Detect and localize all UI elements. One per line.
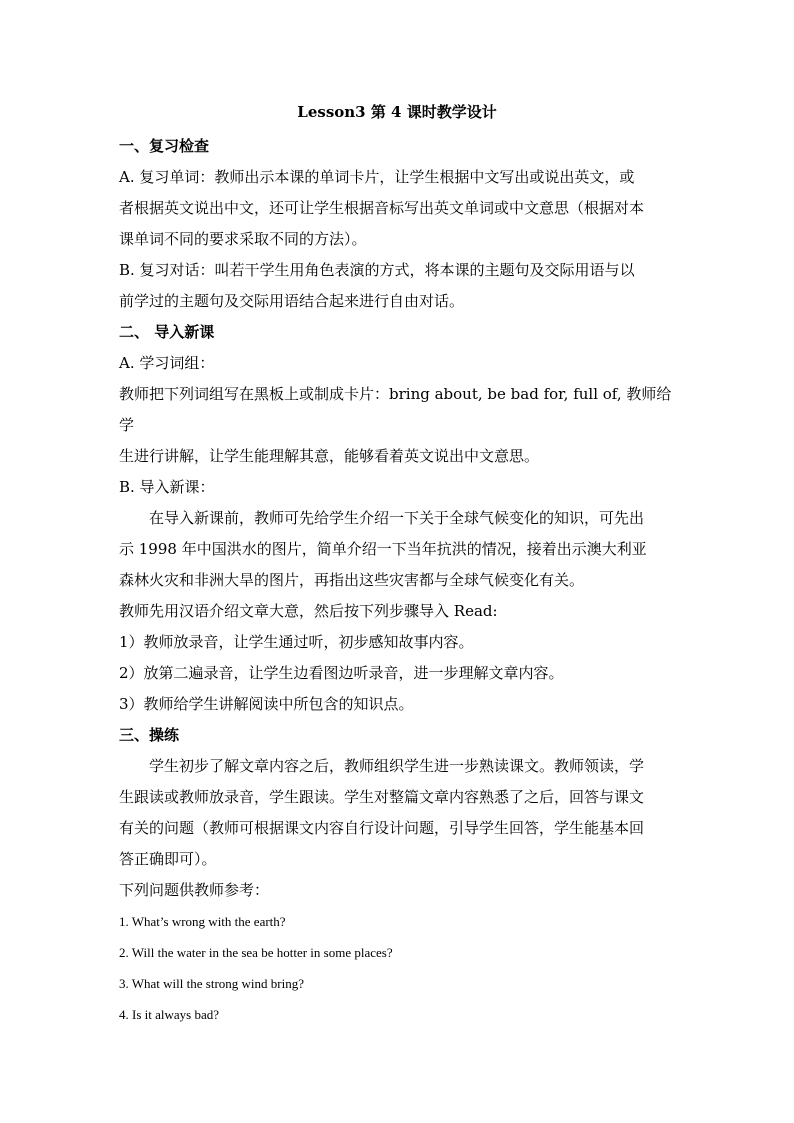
- paragraph-line: 3）教师给学生讲解阅读中所包含的知识点。: [119, 695, 414, 713]
- paragraph-line: 答正确即可）。: [119, 850, 217, 868]
- paragraph-line: 学生初步了解文章内容之后，教师组织学生进一步熟读课文。教师领读，学: [149, 757, 645, 775]
- section-heading: 一、复习检查: [119, 137, 210, 155]
- section-review: [119, 131, 679, 1030]
- section-heading: 二、 导入新课: [119, 323, 215, 341]
- paragraph-line: A. 复习单词：教师出示本课的单词卡片，让学生根据中文写出或说出英文，或: [119, 168, 635, 186]
- paragraph-line: 森林火灾和非洲大旱的图片，再指出这些灾害都与全球气候变化有关。: [119, 571, 585, 589]
- paragraph-line: 生进行讲解，让学生能理解其意，能够看着英文说出中文意思。: [119, 447, 540, 465]
- paragraph-line: 教师先用汉语介绍文章大意，然后按下列步骤导入 Read:: [119, 602, 498, 620]
- question-item: 4. Is it always bad?: [119, 1007, 220, 1022]
- paragraph-line: 有关的问题（教师可根据课文内容自行设计问题，引导学生回答，学生能基本回: [119, 819, 645, 837]
- paragraph-line: 课单词不同的要求采取不同的方法）。: [119, 230, 367, 248]
- paragraph-line: 生跟读或教师放录音，学生跟读。学生对整篇文章内容熟悉了之后，回答与课文: [119, 788, 645, 806]
- paragraph-line: A. 学习词组：: [119, 354, 215, 372]
- paragraph-line: 1）教师放录音，让学生通过听，初步感知故事内容。: [119, 633, 474, 651]
- question-item: 2. Will the water in the sea be hotter in some places?: [119, 945, 393, 960]
- paragraph-line: 在导入新课前，教师可先给学生介绍一下关于全球气候变化的知识，可先出: [149, 509, 645, 527]
- paragraph-line: 学: [119, 416, 135, 434]
- paragraph-line: 示 1998 年中国洪水的图片，简单介绍一下当年抗洪的情况，接着出示澳大利亚: [119, 540, 647, 558]
- paragraph-line: B. 导入新课：: [119, 478, 215, 496]
- paragraph-line: 下列问题供教师参考：: [119, 881, 270, 899]
- question-item: 1. What’s wrong with the earth?: [119, 914, 286, 929]
- section-heading: 三、操练: [119, 726, 180, 744]
- paragraph-line: 2）放第二遍录音，让学生边看图边听录音，进一步理解文章内容。: [119, 664, 564, 682]
- page-title: Lesson3 第 4 课时教学设计: [297, 103, 497, 121]
- paragraph-line: B. 复习对话：叫若干学生用角色表演的方式，将本课的主题句及交际用语与以: [119, 261, 635, 279]
- question-item: 3. What will the strong wind bring?: [119, 976, 304, 991]
- paragraph-line: 教师把下列词组写在黑板上或制成卡片：bring about, be bad for, full of, 教师给: [119, 385, 672, 403]
- paragraph-line: 者根据英文说出中文，还可让学生根据音标写出英文单词或中文意思（根据对本: [119, 199, 645, 217]
- paragraph-line: 前学过的主题句及交际用语结合起来进行自由对话。: [119, 292, 465, 310]
